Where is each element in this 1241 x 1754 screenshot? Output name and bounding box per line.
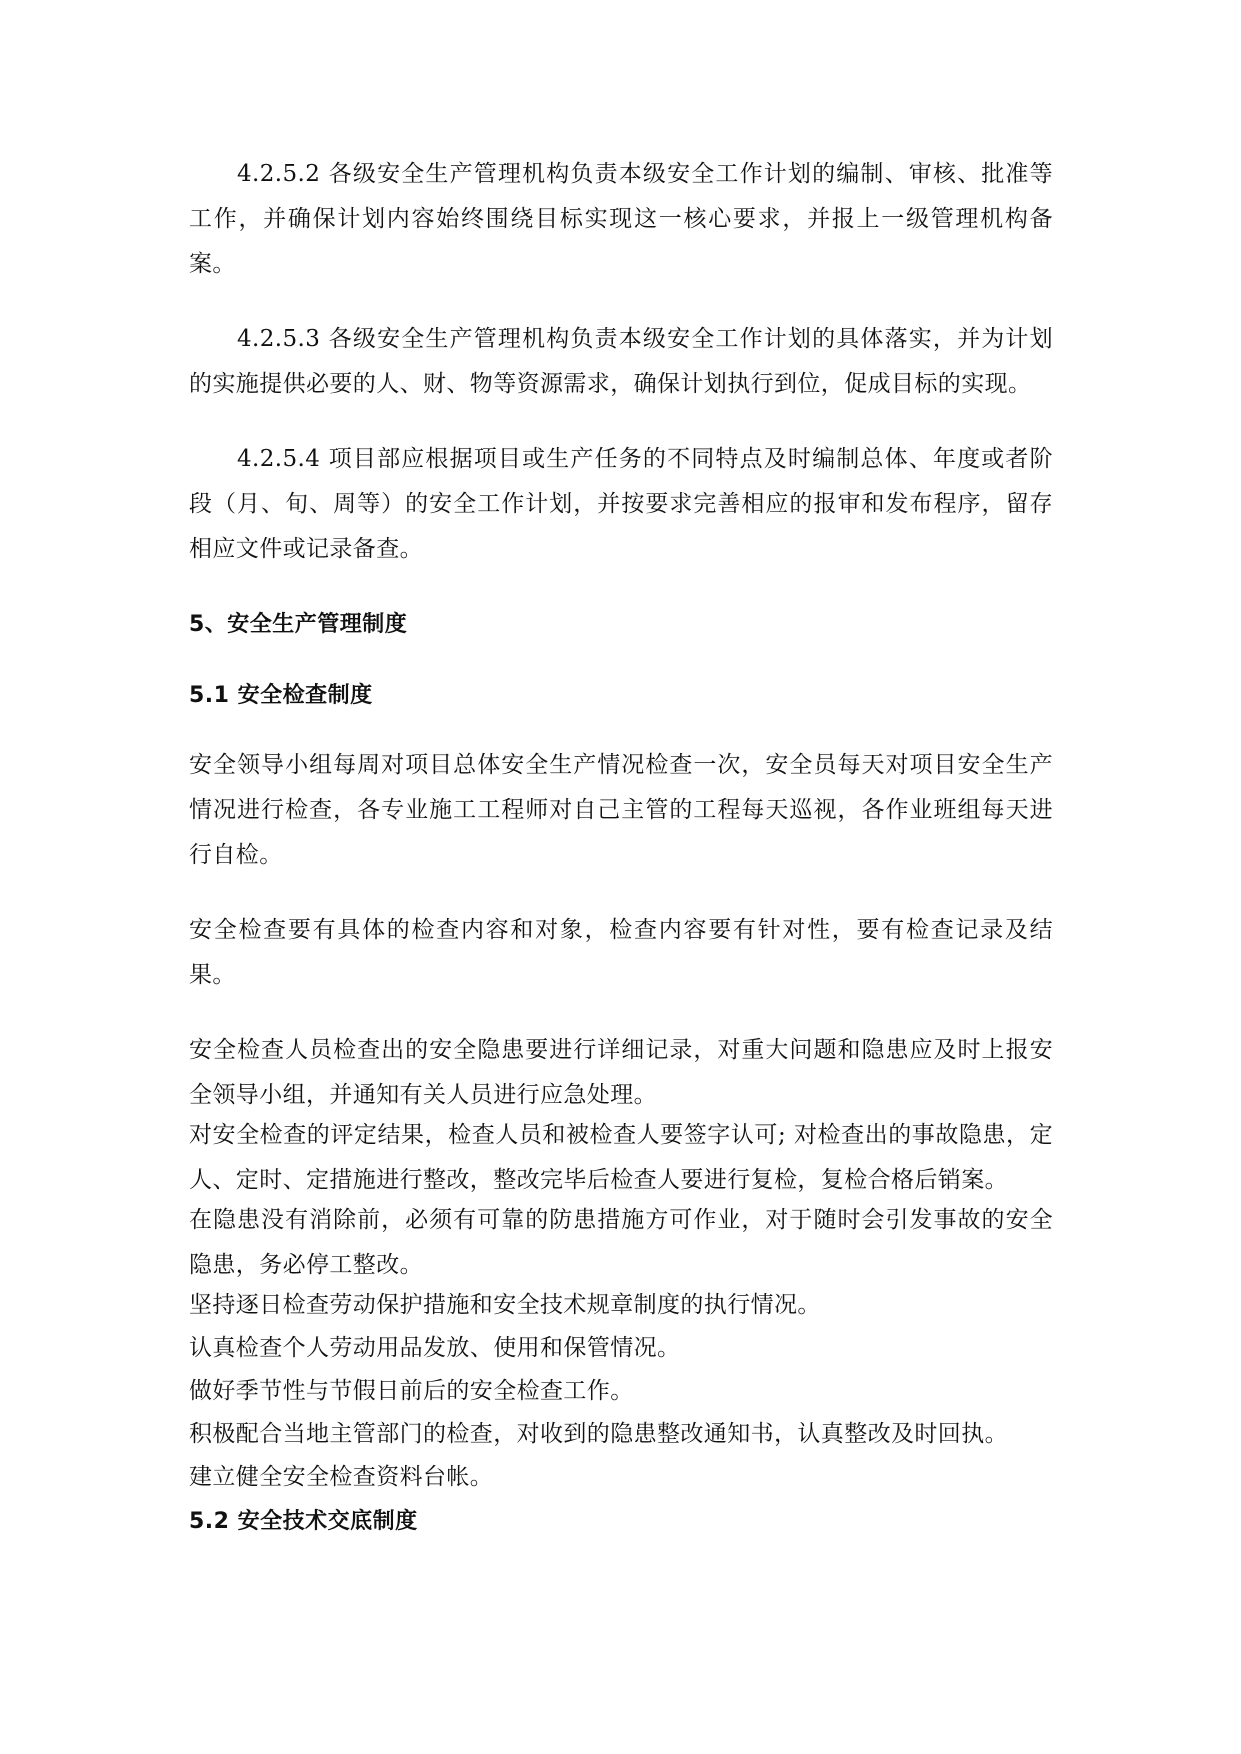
paragraph-4-2-5-3: 4.2.5.3 各级安全生产管理机构负责本级安全工作计划的具体落实，并为计划的实施提供必要的人、财、物等资源需求，确保计划执行到位，促成目标的实现。 [189,326,1053,397]
safety-check-paragraph-4: 对安全检查的评定结果，检查人员和被检查人要签字认可; 对检查出的事故隐患，定人、定时、定措施进行整改，整改完毕后检查人要进行复检，复检合格后销案。 [189,1122,1053,1193]
safety-check-line-8: 做好季节性与节假日前后的安全检查工作。 [189,1378,634,1404]
safety-check-line-6: 坚持逐日检查劳动保护措施和安全技术规章制度的执行情况。 [189,1292,821,1318]
heading-section-5: 5、安全生产管理制度 [189,612,408,637]
safety-check-paragraph-1: 安全领导小组每周对项目总体安全生产情况检查一次，安全员每天对项目安全生产情况进行检查，各专业施工工程师对自己主管的工程每天巡视，各作业班组每天进行自检。 [189,752,1053,868]
safety-check-paragraph-2: 安全检查要有具体的检查内容和对象，检查内容要有针对性，要有检查记录及结果。 [189,917,1053,988]
heading-section-5-1: 5.1 安全检查制度 [189,683,373,708]
safety-check-line-9: 积极配合当地主管部门的检查，对收到的隐患整改通知书，认真整改及时回执。 [189,1421,1008,1447]
heading-section-5-2: 5.2 安全技术交底制度 [189,1509,418,1534]
paragraph-4-2-5-2: 4.2.5.2 各级安全生产管理机构负责本级安全工作计划的编制、审核、批准等工作，并确保计划内容始终围绕目标实现这一核心要求，并报上一级管理机构备案。 [189,161,1053,277]
safety-check-line-7: 认真检查个人劳动用品发放、使用和保管情况。 [189,1335,681,1361]
safety-check-paragraph-3: 安全检查人员检查出的安全隐患要进行详细记录，对重大问题和隐患应及时上报安全领导小组，并通知有关人员进行应急处理。 [189,1037,1053,1108]
safety-check-paragraph-5: 在隐患没有消除前，必须有可靠的防患措施方可作业，对于随时会引发事故的安全隐患，务必停工整改。 [189,1207,1053,1278]
paragraph-4-2-5-4: 4.2.5.4 项目部应根据项目或生产任务的不同特点及时编制总体、年度或者阶段（月、旬、周等）的安全工作计划，并按要求完善相应的报审和发布程序，留存相应文件或记录备查。 [189,446,1053,562]
safety-check-line-10: 建立健全安全检查资料台帐。 [189,1464,494,1490]
